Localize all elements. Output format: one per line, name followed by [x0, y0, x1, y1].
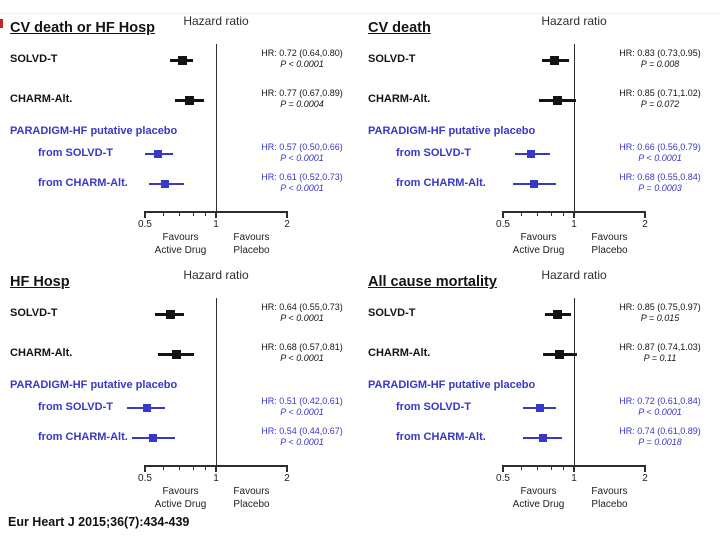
- hr-annotation: [250, 396, 354, 418]
- forest-panel: [362, 266, 714, 516]
- hr-value-line: HR: 0.54 (0.44,0.67): [261, 426, 343, 436]
- favours-line: Active Drug: [154, 498, 207, 510]
- hr-annotation: [608, 426, 712, 448]
- axis-tick-label: 1: [213, 219, 219, 230]
- favours-line: Favours: [520, 486, 557, 497]
- p-value-line: P < 0.0001: [280, 313, 324, 323]
- axis-major-tick: [215, 465, 217, 472]
- hr-point-square: [143, 404, 151, 412]
- hr-point-square: [185, 96, 194, 105]
- hr-annotation: [608, 302, 712, 324]
- p-value-line: P < 0.0001: [280, 153, 324, 163]
- axis-major-tick: [644, 465, 646, 472]
- axis-major-tick: [502, 211, 504, 218]
- favours-line: Active Drug: [512, 244, 565, 256]
- row-label: from CHARM-Alt.: [38, 177, 128, 189]
- favours-line: Placebo: [233, 498, 270, 510]
- row-label: SOLVD-T: [368, 307, 416, 319]
- axis-minor-tick: [205, 211, 206, 216]
- favours-placebo-label: [591, 232, 627, 257]
- row-label: CHARM-Alt.: [10, 347, 73, 359]
- hr-value-line: HR: 0.83 (0.73,0.95): [619, 48, 701, 58]
- panel-title: HF Hosp: [10, 274, 70, 290]
- reference-line: [216, 298, 218, 465]
- p-value-line: P = 0.11: [643, 353, 677, 363]
- hr-annotation: [608, 396, 712, 418]
- group-header-label: PARADIGM-HF putative placebo: [368, 379, 536, 391]
- row-label: CHARM-Alt.: [10, 93, 73, 105]
- axis-tick-label: 1: [213, 473, 219, 484]
- group-header-label: PARADIGM-HF putative placebo: [10, 379, 178, 391]
- p-value-line: P < 0.0001: [280, 407, 324, 417]
- favours-line: Active Drug: [512, 498, 565, 510]
- axis-tick-label: 2: [284, 473, 290, 484]
- hazard-ratio-axis-header: Hazard ratio: [541, 14, 607, 28]
- p-value-line: P = 0.015: [640, 313, 680, 323]
- hr-annotation: [250, 426, 354, 448]
- axis-minor-tick: [521, 211, 522, 216]
- axis-minor-tick: [537, 465, 538, 470]
- axis-minor-tick: [163, 211, 164, 216]
- favours-line: Favours: [233, 486, 270, 497]
- panel-title: CV death or HF Hosp: [10, 20, 156, 36]
- axis-tick-label: 2: [642, 473, 648, 484]
- hazard-ratio-axis-header: Hazard ratio: [541, 268, 607, 282]
- reference-line: [574, 298, 576, 465]
- favours-line: Favours: [591, 486, 628, 497]
- axis-minor-tick: [193, 211, 194, 216]
- row-label: from SOLVD-T: [38, 401, 113, 413]
- hr-value-line: HR: 0.51 (0.42,0.61): [261, 396, 343, 406]
- p-value-line: P < 0.0001: [280, 59, 324, 69]
- favours-placebo-label: [233, 486, 269, 511]
- hr-annotation: [250, 172, 354, 194]
- hr-annotation: [608, 48, 712, 70]
- axis-major-tick: [644, 211, 646, 218]
- axis-major-tick: [286, 465, 288, 472]
- axis-major-tick: [573, 465, 575, 472]
- favours-active-drug-label: [513, 486, 565, 511]
- group-header-label: PARADIGM-HF putative placebo: [10, 125, 178, 137]
- hr-point-square: [536, 404, 544, 412]
- hr-annotation: [608, 88, 712, 110]
- favours-line: Favours: [520, 232, 557, 243]
- row-label: from CHARM-Alt.: [38, 431, 128, 443]
- axis-minor-tick: [563, 465, 564, 470]
- hr-value-line: HR: 0.66 (0.56,0.79): [619, 142, 701, 152]
- row-label: CHARM-Alt.: [368, 347, 431, 359]
- citation: Eur Heart J 2015;36(7):434-439: [8, 515, 190, 529]
- hr-point-square: [553, 310, 562, 319]
- row-label: SOLVD-T: [10, 307, 58, 319]
- favours-line: Active Drug: [154, 244, 207, 256]
- axis-tick-label: 0.5: [138, 219, 152, 230]
- p-value-line: P = 0.008: [640, 59, 680, 69]
- row-label: from SOLVD-T: [396, 401, 471, 413]
- hr-point-square: [527, 150, 535, 158]
- p-value-line: P = 0.0004: [280, 99, 324, 109]
- hr-point-square: [178, 56, 187, 65]
- hr-annotation: [608, 342, 712, 364]
- hr-point-square: [553, 96, 562, 105]
- hr-annotation: [250, 302, 354, 324]
- p-value-line: P = 0.072: [640, 99, 680, 109]
- forest-panel: [4, 12, 356, 262]
- hr-point-square: [172, 350, 181, 359]
- favours-placebo-label: [591, 486, 627, 511]
- favours-line: Placebo: [233, 244, 270, 256]
- reference-line: [216, 44, 218, 211]
- hr-point-square: [550, 56, 559, 65]
- axis-tick-label: 2: [284, 219, 290, 230]
- favours-active-drug-label: [513, 232, 565, 257]
- favours-active-drug-label: [155, 232, 207, 257]
- hr-value-line: HR: 0.68 (0.55,0.84): [619, 172, 701, 182]
- hr-value-line: HR: 0.87 (0.74,1.03): [619, 342, 701, 352]
- row-label: from SOLVD-T: [38, 147, 113, 159]
- hr-annotation: [250, 48, 354, 70]
- axis-major-tick: [286, 211, 288, 218]
- hr-value-line: HR: 0.77 (0.67,0.89): [261, 88, 343, 98]
- axis-major-tick: [144, 465, 146, 472]
- p-value-line: P < 0.0001: [280, 183, 324, 193]
- row-label: SOLVD-T: [368, 53, 416, 65]
- reference-line: [574, 44, 576, 211]
- hr-point-square: [166, 310, 175, 319]
- axis-minor-tick: [193, 465, 194, 470]
- hr-value-line: HR: 0.85 (0.71,1.02): [619, 88, 701, 98]
- axis-tick-label: 1: [571, 219, 577, 230]
- favours-line: Favours: [162, 486, 199, 497]
- hr-value-line: HR: 0.57 (0.50,0.66): [261, 142, 343, 152]
- hr-annotation: [250, 88, 354, 110]
- axis-tick-label: 1: [571, 473, 577, 484]
- hr-value-line: HR: 0.74 (0.61,0.89): [619, 426, 701, 436]
- favours-line: Placebo: [591, 498, 628, 510]
- hr-value-line: HR: 0.61 (0.52,0.73): [261, 172, 343, 182]
- axis-major-tick: [215, 211, 217, 218]
- hr-value-line: HR: 0.72 (0.61,0.84): [619, 396, 701, 406]
- row-label: SOLVD-T: [10, 53, 58, 65]
- axis-minor-tick: [179, 211, 180, 216]
- hr-annotation: [250, 142, 354, 164]
- row-label: CHARM-Alt.: [368, 93, 431, 105]
- p-value-line: P = 0.0003: [638, 183, 682, 193]
- axis-major-tick: [502, 465, 504, 472]
- forest-panel: [4, 266, 356, 516]
- hr-value-line: HR: 0.85 (0.75,0.97): [619, 302, 701, 312]
- hr-point-square: [539, 434, 547, 442]
- axis-minor-tick: [551, 465, 552, 470]
- p-value-line: P < 0.0001: [280, 353, 324, 363]
- hazard-ratio-axis-header: Hazard ratio: [183, 14, 249, 28]
- axis-tick-label: 0.5: [496, 473, 510, 484]
- hr-point-square: [149, 434, 157, 442]
- axis-minor-tick: [163, 465, 164, 470]
- hr-value-line: HR: 0.72 (0.64,0.80): [261, 48, 343, 58]
- axis-major-tick: [573, 211, 575, 218]
- favours-line: Favours: [233, 232, 270, 243]
- hr-annotation: [250, 342, 354, 364]
- axis-major-tick: [144, 211, 146, 218]
- panel-title: All cause mortality: [368, 274, 497, 290]
- left-edge-red-mark: [0, 19, 3, 28]
- favours-active-drug-label: [155, 486, 207, 511]
- hr-annotation: [608, 142, 712, 164]
- p-value-line: P = 0.0018: [638, 437, 682, 447]
- row-label: from CHARM-Alt.: [396, 431, 486, 443]
- hr-point-square: [154, 150, 162, 158]
- favours-line: Favours: [162, 232, 199, 243]
- axis-tick-label: 0.5: [138, 473, 152, 484]
- hr-point-square: [555, 350, 564, 359]
- axis-minor-tick: [537, 211, 538, 216]
- axis-minor-tick: [521, 465, 522, 470]
- hr-value-line: HR: 0.64 (0.55,0.73): [261, 302, 343, 312]
- row-label: from CHARM-Alt.: [396, 177, 486, 189]
- group-header-label: PARADIGM-HF putative placebo: [368, 125, 536, 137]
- p-value-line: P < 0.0001: [638, 407, 682, 417]
- p-value-line: P < 0.0001: [280, 437, 324, 447]
- row-label: from SOLVD-T: [396, 147, 471, 159]
- axis-tick-label: 0.5: [496, 219, 510, 230]
- favours-line: Placebo: [591, 244, 628, 256]
- favours-placebo-label: [233, 232, 269, 257]
- hazard-ratio-axis-header: Hazard ratio: [183, 268, 249, 282]
- hr-value-line: HR: 0.68 (0.57,0.81): [261, 342, 343, 352]
- favours-line: Favours: [591, 232, 628, 243]
- hr-point-square: [161, 180, 169, 188]
- axis-tick-label: 2: [642, 219, 648, 230]
- hr-annotation: [608, 172, 712, 194]
- hr-point-square: [530, 180, 538, 188]
- axis-minor-tick: [563, 211, 564, 216]
- axis-minor-tick: [551, 211, 552, 216]
- forest-panel: [362, 12, 714, 262]
- panel-title: CV death: [368, 20, 431, 36]
- p-value-line: P < 0.0001: [638, 153, 682, 163]
- axis-minor-tick: [179, 465, 180, 470]
- axis-minor-tick: [205, 465, 206, 470]
